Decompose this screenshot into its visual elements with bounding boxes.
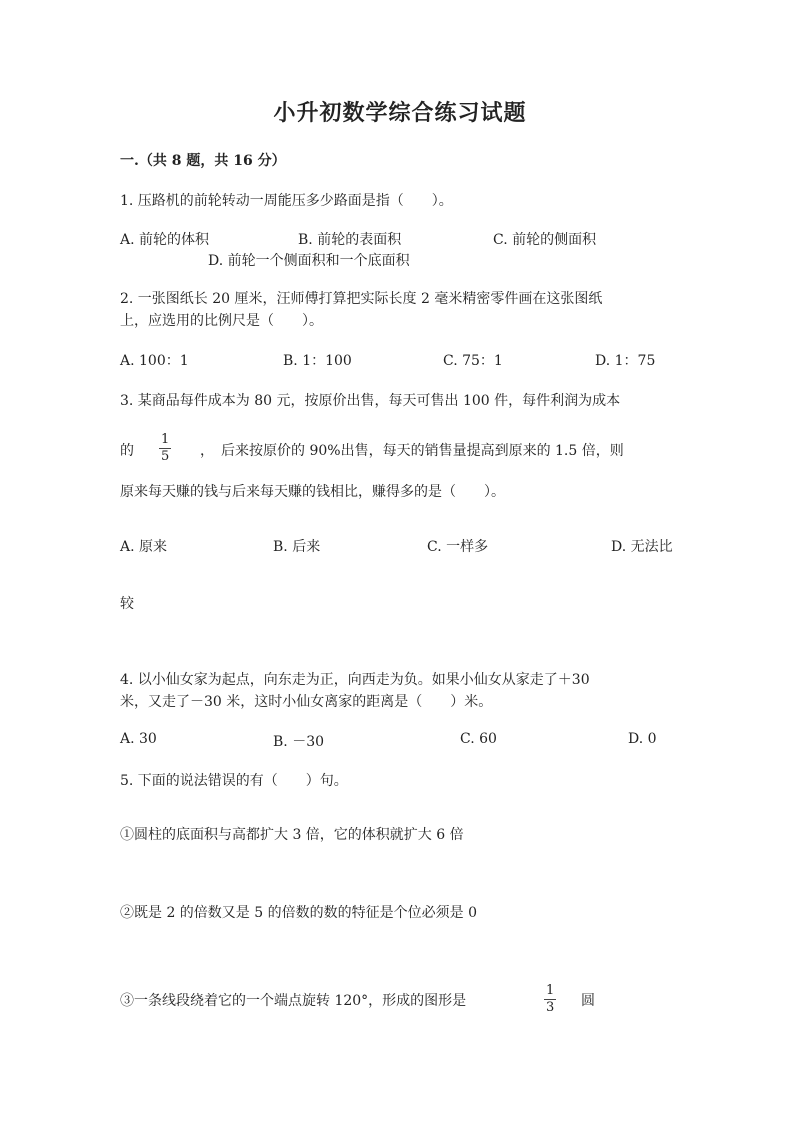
question-4-option-a: A. 30 (120, 731, 157, 747)
question-5-text: 5. 下面的说法错误的有（ ）句。 (120, 773, 348, 789)
question-2-option-b: B. 1：100 (283, 353, 352, 369)
question-4-option-b: B. －30 (273, 734, 325, 750)
question-3-line-2-rest: ， 后来按原价的 90%出售，每天的销售量提高到原来的 1.5 倍，则 (200, 443, 624, 459)
fraction-one-third (544, 984, 556, 1015)
question-2-option-d: D. 1：75 (595, 353, 656, 369)
fraction-denominator: 3 (546, 1000, 555, 1015)
fraction-denominator: 5 (161, 449, 170, 464)
question-1-option-b: B. 前轮的表面积 (298, 232, 402, 248)
question-3-line-2-prefix: 的 (120, 443, 134, 459)
question-1-text: 1. 压路机的前轮转动一周能压多少路面是指（ ）。 (120, 193, 453, 209)
question-4-line-1: 4. 以小仙女家为起点，向东走为正，向西走为负。如果小仙女从家走了＋30 (120, 672, 590, 688)
question-1-option-a: A. 前轮的体积 (120, 232, 210, 248)
question-1-option-d: D. 前轮一个侧面积和一个底面积 (208, 253, 410, 269)
question-3-option-b: B. 后来 (273, 539, 321, 555)
page-title: 小升初数学综合练习试题 (273, 100, 527, 126)
question-3-line-1: 3. 某商品每件成本为 80 元，按原价出售，每天可售出 100 件，每件利润为成本 (120, 393, 621, 409)
question-1-option-c: C. 前轮的侧面积 (493, 232, 597, 248)
question-2-option-a: A. 100：1 (120, 353, 189, 369)
section-heading: 一.（共 8 题，共 16 分） (120, 153, 286, 169)
question-3-option-d: D. 无法比 (611, 539, 673, 555)
question-2-line-1: 2. 一张图纸长 20 厘米，汪师傅打算把实际长度 2 毫米精密零件画在这张图纸 (120, 291, 603, 307)
question-5-statement-2: ②既是 2 的倍数又是 5 的倍数的数的特征是个位必须是 0 (120, 905, 477, 921)
question-3-option-a: A. 原来 (120, 539, 168, 555)
question-5-statement-3-suffix: 圆 (581, 993, 595, 1009)
question-4-option-c: C. 60 (460, 731, 497, 747)
question-4-line-2: 米，又走了－30 米，这时小仙女离家的距离是（ ）米。 (120, 694, 493, 710)
question-5-statement-3: ③一条线段绕着它的一个端点旋转 120°，形成的图形是 (120, 993, 467, 1009)
question-2-line-2: 上，应选用的比例尺是（ ）。 (120, 313, 323, 329)
question-2-option-c: C. 75：1 (443, 353, 503, 369)
fraction-numerator: 1 (546, 983, 555, 998)
question-3-option-c: C. 一样多 (427, 539, 489, 555)
question-4-option-d: D. 0 (628, 731, 657, 747)
fraction-numerator: 1 (161, 432, 170, 447)
question-3-line-3: 原来每天赚的钱与后来每天赚的钱相比，赚得多的是（ ）。 (120, 484, 505, 500)
question-5-statement-1: ①圆柱的底面积与高都扩大 3 倍，它的体积就扩大 6 倍 (120, 827, 464, 843)
fraction-one-fifth (159, 433, 171, 464)
question-3-option-d-continued: 较 (120, 596, 134, 612)
